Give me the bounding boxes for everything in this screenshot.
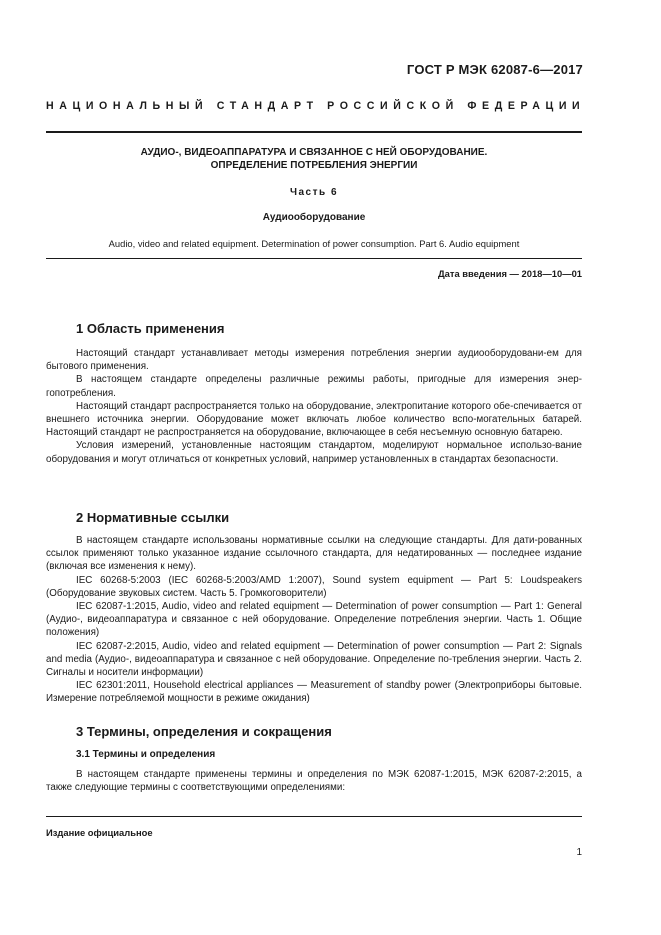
paragraph: В настоящем стандарте применены термины и определения по МЭК 62087-1:2015, МЭК 62087-2:2015, а также следующие термины с соответствующими определениями:	[46, 769, 582, 794]
paragraph: Настоящий стандарт устанавливает методы измерения потребления энергии аудиооборудовани-ем для бытового применения.	[46, 348, 582, 373]
header-divider	[46, 131, 582, 133]
gost-code: ГОСТ Р МЭК 62087-6—2017	[406, 62, 583, 77]
title-divider	[46, 258, 582, 259]
footer-divider	[46, 816, 582, 817]
official-edition-label: Издание официальное	[46, 827, 153, 838]
subsection-3-1-heading: 3.1 Термины и определения	[76, 749, 216, 760]
introduction-date: Дата введения — 2018—10—01	[437, 268, 582, 279]
page-number: 1	[576, 847, 582, 858]
paragraph: Условия измерений, установленные настоящим стандартом, моделируют нормальное использо-вание оборудования и могут отличаться от конкретных условий, например установленных в стандартах безопасности.	[46, 440, 582, 465]
reference-item: IEC 62301:2011, Household electrical appliances — Measurement of standby power (Электроприборы бытовые. Измерение потребляемой мощности в режиме ожидания)	[46, 680, 582, 705]
section-2-body	[46, 534, 582, 706]
part-label: Часть 6	[289, 187, 339, 198]
paragraph: В настоящем стандарте использованы нормативные ссылки на следующие стандарты. Для дати-рованных ссылок применяют только указанное издание ссылочного стандарта, для недатированных — последнее издание (включая все изменения к нему).	[46, 535, 582, 573]
reference-item: IEC 60268-5:2003 (IEC 60268-5:2003/AMD 1:2007), Sound system equipment — Part 5: Loudspeakers (Оборудование звуковых систем. Часть 5. Громкоговорители)	[46, 574, 582, 599]
title-line-2: ОПРЕДЕЛЕНИЕ ПОТРЕБЛЕНИЯ ЭНЕРГИИ	[210, 160, 418, 171]
title-line-1: АУДИО-, ВИДЕОАППАРАТУРА И СВЯЗАННОЕ С НЕЙ ОБОРУДОВАНИЕ.	[140, 147, 488, 158]
document-subtitle: Аудиооборудование	[262, 212, 366, 223]
reference-item: IEC 62087-1:2015, Audio, video and related equipment — Determination of power consumption — Part 1: General (Аудио-, видеоаппаратура и связанное с ней оборудование. Определение потребления энергии. Часть 1. Общие положения)	[46, 601, 582, 639]
paragraph: В настоящем стандарте определены различные режимы работы, пригодные для измерения энер-гопотребления.	[46, 374, 582, 399]
national-standard-banner: НАЦИОНАЛЬНЫЙ СТАНДАРТ РОССИЙСКОЙ ФЕДЕРАЦИИ	[46, 100, 586, 112]
document-title	[46, 146, 582, 172]
section-1-body	[46, 347, 582, 466]
section-3-body	[46, 768, 582, 794]
section-2-heading: 2 Нормативные ссылки	[76, 510, 230, 525]
section-3-heading: 3 Термины, определения и сокращения	[76, 724, 332, 739]
reference-item: IEC 62087-2:2015, Audio, video and related equipment — Determination of power consumption — Part 2: Signals and media (Аудио-, видеоаппаратура и связанное с ней оборудование. Определение по-требления энергии. Часть 2. Сигналы и носители информации)	[46, 640, 582, 679]
english-title: Audio, video and related equipment. Determination of power consumption. Part 6. Audio equipment	[108, 238, 520, 249]
paragraph: Настоящий стандарт распространяется только на оборудование, электропитание которого обе-спечивается от внешнего источника энергии. Оборудование может включать любое количество вспо-могательных батарей. Настоящий стандарт не распространяется на оборудование, включающее в себя несъемную основную батарею.	[46, 400, 582, 439]
section-1-heading: 1 Область применения	[76, 321, 225, 336]
